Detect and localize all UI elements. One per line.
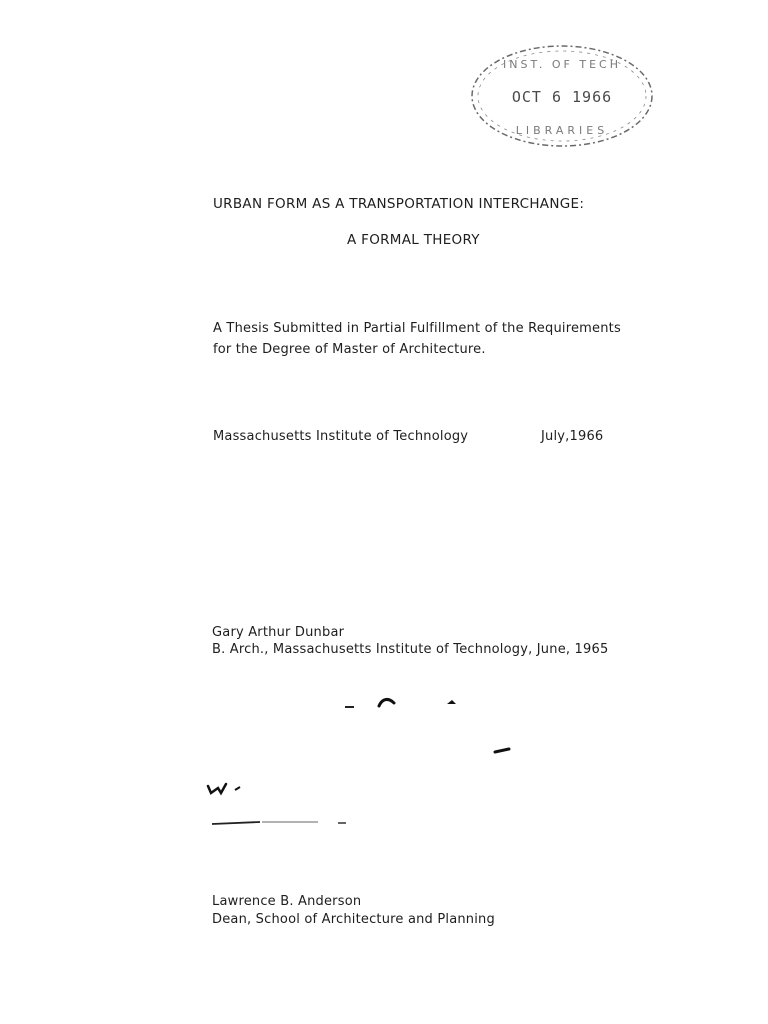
thesis-statement-line-1: A Thesis Submitted in Partial Fulfillment of the Requirements bbox=[213, 321, 621, 336]
submission-date: July,1966 bbox=[541, 429, 604, 444]
stamp-date-text: OCT 6 1966 bbox=[511, 88, 613, 106]
author-prior-degree: B. Arch., Massachusetts Institute of Technology, June, 1965 bbox=[212, 642, 609, 657]
title-line-2: A FORMAL THEORY bbox=[347, 232, 480, 248]
title-line-1: URBAN FORM AS A TRANSPORTATION INTERCHANGE: bbox=[213, 196, 585, 212]
author-name: Gary Arthur Dunbar bbox=[212, 625, 345, 640]
thesis-statement-line-2: for the Degree of Master of Architecture. bbox=[213, 342, 486, 357]
dean-title: Dean, School of Architecture and Planning bbox=[212, 912, 495, 927]
stamp-top-text: INST. OF TECH bbox=[503, 58, 621, 71]
institution-name: Massachusetts Institute of Technology bbox=[213, 429, 469, 444]
dean-name: Lawrence B. Anderson bbox=[212, 894, 362, 909]
stamp-bottom-text: LIBRARIES bbox=[515, 124, 609, 137]
